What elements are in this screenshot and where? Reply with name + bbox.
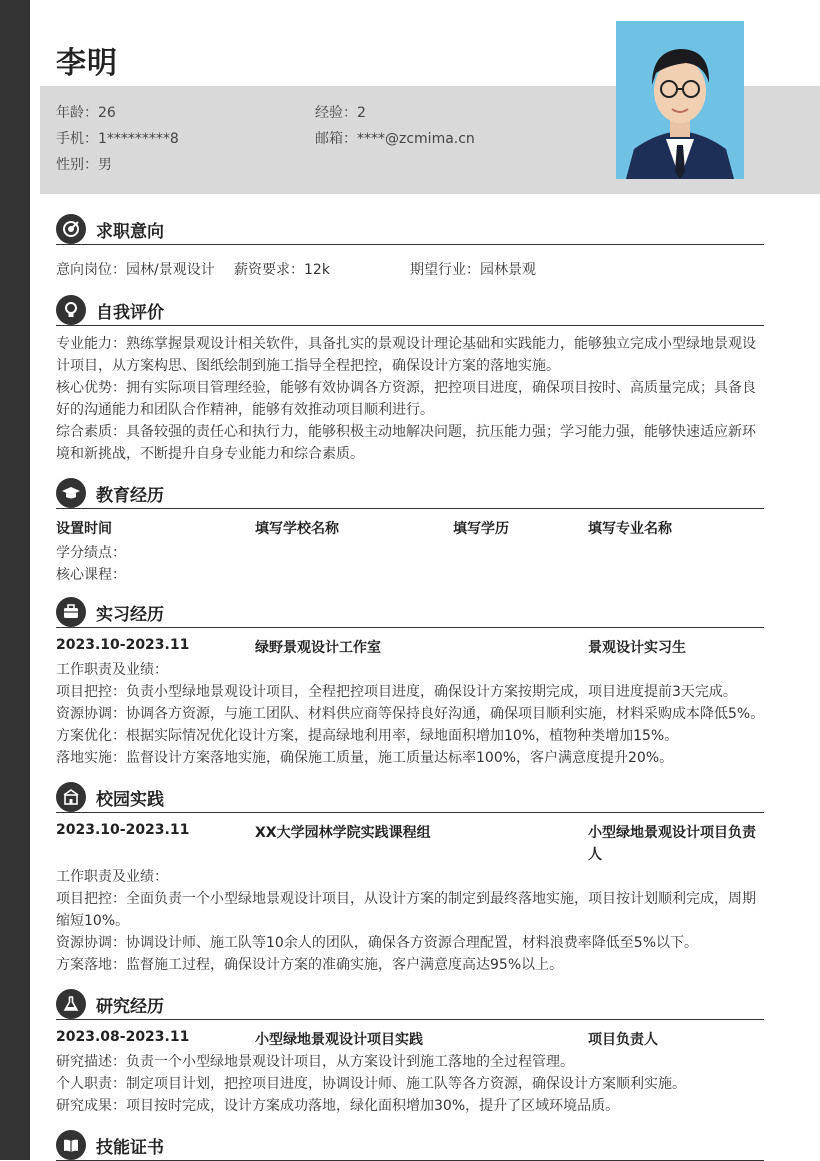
section-research <box>56 989 764 1020</box>
research-line-1: 研究描述：负责一个小型绿地景观设计项目，从方案设计到施工落地的全过程管理。 <box>56 1054 574 1070</box>
edu-gpa: 学分绩点： <box>56 545 126 561</box>
section-title-text: 教育经历 <box>96 486 164 506</box>
target-icon <box>56 214 86 244</box>
edu-major: 填写专业名称 <box>588 521 672 537</box>
section-title-text: 自我评价 <box>96 303 164 323</box>
graduation-cap-icon <box>56 478 86 508</box>
section-education <box>56 478 764 509</box>
campus-line-3: 方案落地：监督施工过程，确保设计方案的准确实施，客户满意度高达95%以上。 <box>56 957 564 973</box>
campus-line-2: 资源协调：协调设计师、施工队等10余人的团队，确保各方资源合理配置，材料浪费率降低至5%以下。 <box>56 935 699 951</box>
lightbulb-icon <box>56 295 86 325</box>
profile-photo <box>616 21 744 179</box>
campus-role: 小型绿地景观设计项目负责人 <box>588 825 756 863</box>
intent-industry: 期望行业：园林景观 <box>410 262 536 278</box>
candidate-name: 李明 <box>56 46 118 81</box>
section-title-text: 研究经历 <box>96 997 164 1017</box>
intent-position: 意向岗位：园林/景观设计 <box>56 262 215 278</box>
info-gender: 性别：男 <box>56 157 112 173</box>
section-title-text: 实习经历 <box>96 605 164 625</box>
edu-courses: 核心课程： <box>56 567 126 583</box>
section-job-intent <box>56 214 764 245</box>
self-eval-professional: 专业能力：熟练掌握景观设计相关软件，具备扎实的景观设计理论基础和实践能力，能够独立完成小型绿地景观设计项目，从方案构思、图纸绘制到施工指导全程把控，确保设计方案的落地实施。 <box>56 336 756 374</box>
section-internship <box>56 597 764 628</box>
intern-org: 绿野景观设计工作室 <box>255 640 381 656</box>
research-line-2: 个人职责：制定项目计划，把控项目进度，协调设计师、施工队等各方资源，确保设计方案顺利实施。 <box>56 1076 686 1092</box>
flask-icon <box>56 989 86 1019</box>
intern-duty-label: 工作职责及业绩： <box>56 662 168 678</box>
section-title-text: 技能证书 <box>96 1138 164 1158</box>
intern-line-4: 落地实施：监督设计方案落地实施，确保施工质量，施工质量达标率100%，客户满意度提升20%。 <box>56 750 674 766</box>
campus-line-1: 项目把控：全面负责一个小型绿地景观设计项目，从设计方案的制定到最终落地实施，项目按计划顺利完成，周期缩短10%。 <box>56 891 756 929</box>
edu-time: 设置时间 <box>56 521 112 537</box>
campus-time: 2023.10-2023.11 <box>56 822 190 838</box>
info-experience: 经验：2 <box>315 105 366 121</box>
section-skills <box>56 1130 764 1161</box>
research-line-3: 研究成果：项目按时完成，设计方案成功落地，绿化面积增加30%，提升了区域环境品质。 <box>56 1098 620 1114</box>
intern-line-3: 方案优化：根据实际情况优化设计方案，提高绿地利用率，绿地面积增加10%，植物种类增加15%。 <box>56 728 679 744</box>
section-title-text: 求职意向 <box>96 222 164 242</box>
section-title-text: 校园实践 <box>96 790 164 810</box>
intent-salary: 薪资要求：12k <box>234 262 330 278</box>
intern-line-1: 项目把控：负责小型绿地景观设计项目，全程把控项目进度，确保设计方案按期完成，项目进度提前3天完成。 <box>56 684 737 700</box>
campus-org: XX大学园林学院实践课程组 <box>255 825 431 841</box>
campus-duty-label: 工作职责及业绩： <box>56 869 168 885</box>
self-eval-quality: 综合素质：具备较强的责任心和执行力，能够积极主动地解决问题，抗压能力强；学习能力强，能够快速适应新环境和新挑战，不断提升自身专业能力和综合素质。 <box>56 424 756 462</box>
research-role: 项目负责人 <box>588 1032 658 1048</box>
book-icon <box>56 1130 86 1160</box>
info-phone: 手机：1*********8 <box>56 131 179 147</box>
intern-line-2: 资源协调：协调各方资源，与施工团队、材料供应商等保持良好沟通，确保项目顺利实施，材料采购成本降低5%。 <box>56 706 765 722</box>
intern-role: 景观设计实习生 <box>588 640 686 656</box>
intern-time: 2023.10-2023.11 <box>56 637 190 653</box>
info-email: 邮箱：****@zcmima.cn <box>315 131 475 147</box>
research-time: 2023.08-2023.11 <box>56 1029 190 1045</box>
building-icon <box>56 782 86 812</box>
briefcase-icon <box>56 597 86 627</box>
self-eval-advantage: 核心优势：拥有实际项目管理经验，能够有效协调各方资源，把控项目进度，确保项目按时、高质量完成；具备良好的沟通能力和团队合作精神，能够有效推动项目顺利进行。 <box>56 380 756 418</box>
research-project: 小型绿地景观设计项目实践 <box>255 1032 423 1048</box>
edu-degree: 填写学历 <box>453 521 509 537</box>
edu-school: 填写学校名称 <box>255 521 339 537</box>
info-age: 年龄：26 <box>56 105 116 121</box>
section-self-evaluation <box>56 295 764 326</box>
section-campus-practice <box>56 782 764 813</box>
left-sidebar-bar <box>0 0 30 1160</box>
